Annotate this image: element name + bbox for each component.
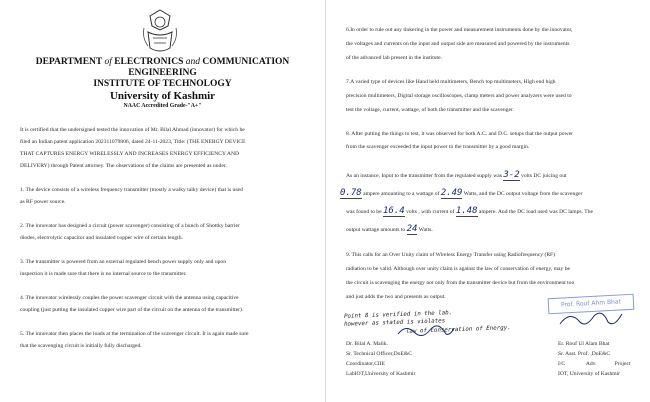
- handwritten-output-voltage: 16.4: [382, 206, 405, 216]
- point-8-values-line-4: output wattage amounts to 24 Watts.: [346, 224, 433, 234]
- point-7-line: 7.A varied type of devices like Hand held multimeters, Bench top multimeters, High end high: [346, 79, 556, 85]
- intro-line: THAT CAPTURES ENERGY WIRELESSLY AND INCREASES ENERGY EFFICIENCY AND: [20, 151, 240, 157]
- point-3-line: inspection it is made sure that there is no internal source to the transmitter.: [20, 271, 187, 277]
- point-6-line: the voltages and currents on the input and output side are measured and powered by the instruments: [346, 41, 570, 47]
- point-8-values-line-1: As an instance, Input to the transmitter from the regulated supply was 3-2 volts DC juicing out: [346, 170, 567, 180]
- handwritten-input-current: 0.78: [340, 188, 362, 198]
- handwritten-input-voltage: 3-2: [503, 170, 520, 180]
- point-3-line: 3. The transmitter is powered from an external regulated bench power supply only and upon: [20, 259, 227, 265]
- point-1-line: 1. The device consists of a wireless frequency transmitter (mostly a walky talky device) that is used: [20, 187, 243, 193]
- point-9-line: 9. This calls for an Over Unity claim of Wireless Energy Transfer using Radiofrequency (RF): [346, 252, 556, 258]
- signatory-right-org: IOT, University of Kashmir: [558, 371, 621, 377]
- department-heading: DEPARTMENT of ELECTRONICS and COMMUNICATION: [35, 57, 290, 67]
- point-7-line: test the voltage, current, wattage, of both the transmitter and the scavenger.: [346, 107, 514, 113]
- point-5-line: 5. The innovator then places the loads at the termination of the scavenger circuit. It is again made sure: [20, 331, 249, 337]
- official-stamp: Prof. Rouf Ahm Bhat: [548, 294, 635, 314]
- department-heading-line2: ENGINEERING: [128, 68, 197, 78]
- university-heading: University of Kashmir: [109, 90, 216, 102]
- point-6-line: 6.In order to rule out any tinkering in the power and measurement instruments done by the innovator,: [346, 27, 573, 33]
- point-4-line: 4. The innovator wirelessly couples the power scavenger circuit with the antenna using capacitive: [20, 295, 239, 301]
- point-8-line: from the scavenger exceeded the input power to the transmitter by a good margin.: [346, 144, 530, 150]
- university-seal-icon: [140, 8, 180, 56]
- handwritten-output-wattage: 24: [406, 224, 418, 234]
- document-page-right: [326, 0, 650, 402]
- point-8-values-line-3: was found to be 16.4 volts , with current of 1.48 ampere. And the DC load used was DC lamps. The: [346, 206, 593, 216]
- point-9-line: radiation to be valid. Although over unity claim is against the law of conservation of energy, may be: [346, 266, 571, 272]
- point-8-line: 8. After putting the things to test, it was observed for both A.C. and D.C. setups that the output power: [346, 131, 573, 137]
- signatory-left-org: LabIOT,University of Kashmir: [346, 371, 416, 377]
- point-9-line: the circuit is scavenging the energy not only from the transmitter device but from the environment too: [346, 280, 575, 286]
- signatory-right-role: I/C Adv. Project: [558, 361, 631, 367]
- naac-grade: NAAC Accredited Grade-"A+": [123, 103, 202, 109]
- signatory-left-role: Coordinator,CIIE: [346, 361, 386, 367]
- point-8-values-line-2: 0.78 ampere amounting to a wattage of 2.49 Watts, and the DC output voltage from the scavenger: [340, 188, 583, 198]
- point-5-line: that the scavenging circuit is initially fully discharged.: [20, 343, 142, 349]
- point-7-line: precision multimeters, Digital storage oscilloscopes, clamp meters and power analyzers were used to: [346, 93, 572, 99]
- signatory-left-name: Dr. Bilal A. Malik.: [346, 341, 388, 347]
- signature-right-icon: [556, 308, 626, 330]
- handwritten-output-current: 1.48: [455, 206, 478, 216]
- intro-line: filed an Indian patent application 202311079806, dated 24-11-2023, Title: (THE ENERGY DEVICE: [20, 139, 246, 145]
- point-2-line: diodes, electrolytic capacitor and insulated copper wire of certain length.: [20, 235, 183, 241]
- signatory-right-title: Sr. Asst. Prof. ,DoE&C: [558, 351, 611, 357]
- signatory-right-name: Er. Rouf Ul Alam Bhat: [558, 341, 610, 347]
- signatory-left-title: Sr. Technical Officer,DoE&C: [346, 351, 412, 357]
- point-6-line: of the advanced lab present in the institute.: [346, 55, 442, 61]
- intro-line: DELIVERY) through Patent attorney. The observations of the claims are presented as under.: [20, 163, 227, 169]
- point-2-line: 2. The innovator has designed a circuit (power scavenger) consisting of a bunch of Shottky barrier: [20, 223, 240, 229]
- intro-line: It is certified that the undersigned tested the innovation of Mr. Bilal Ahmad (innovator) for which he: [20, 127, 245, 133]
- handwritten-input-wattage: 2.49: [440, 188, 463, 198]
- handwritten-note-line: Point 8 is verified in the lab.: [343, 310, 453, 320]
- point-4-line: coupling (just putting the insulated copper wire part of the circuit on the antenna of the transmitter).: [20, 307, 244, 313]
- signature-left-icon: [396, 322, 456, 340]
- point-9-line: and just adds the two and presents as output.: [346, 294, 446, 300]
- handwritten-note-line: however as stated is violates: [343, 318, 446, 328]
- point-1-line: as RF power source.: [20, 199, 66, 205]
- handwritten-note-line: law of conservation of Energy.: [405, 325, 511, 335]
- institute-heading: INSTITUTE OF TECHNOLOGY: [93, 79, 232, 89]
